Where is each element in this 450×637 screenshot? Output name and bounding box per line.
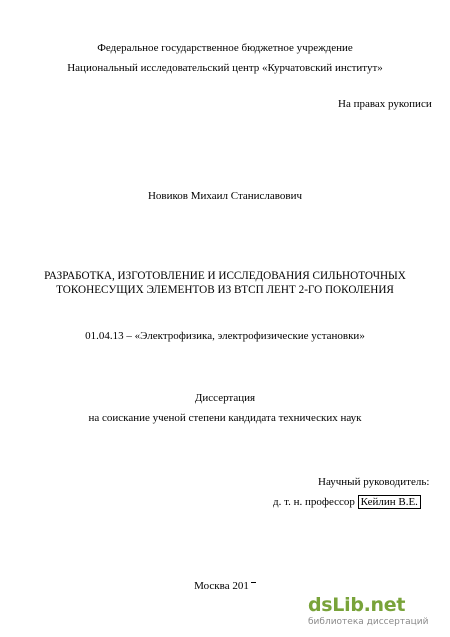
logo-suffix: .net [363, 594, 406, 616]
dslib-watermark[interactable] [308, 595, 436, 629]
supervisor-name: Кейлин В.Е. [358, 495, 421, 509]
supervisor-label: Научный руководитель: [318, 476, 430, 488]
institution-name-line2: Национальный исследовательский центр «Курчатовский институт» [67, 62, 383, 74]
work-type: Диссертация [194, 392, 256, 404]
dissertation-title-line2: ТОКОНЕСУЩИХ ЭЛЕМЕНТОВ ИЗ ВТСП ЛЕНТ 2-ГО ПОКОЛЕНИЯ [56, 284, 394, 296]
watermark-tagline: библиотека диссертаций [308, 617, 429, 627]
rights-note: На правах рукописи [338, 98, 432, 110]
supervisor-title: д. т. н. профессор [273, 496, 355, 508]
author-name: Новиков Михаил Станиславович [147, 190, 303, 202]
dissertation-title-line1: РАЗРАБОТКА, ИЗГОТОВЛЕНИЕ И ИССЛЕДОВАНИЯ СИЛЬНОТОЧНЫХ [44, 270, 406, 282]
cut-off-digit-mark [251, 582, 256, 583]
institution-name-line1: Федеральное государственное бюджетное учреждение [97, 42, 353, 54]
logo-prefix: dsLib [308, 594, 364, 616]
dslib-logo [308, 595, 405, 615]
supervisor-line [273, 496, 421, 509]
degree-line: на соискание ученой степени кандидата технических наук [88, 412, 362, 424]
city-year-text: Москва 201 [194, 580, 249, 592]
city-year [0, 580, 450, 593]
specialty-code: 01.04.13 – «Электрофизика, электрофизические установки» [85, 330, 365, 342]
